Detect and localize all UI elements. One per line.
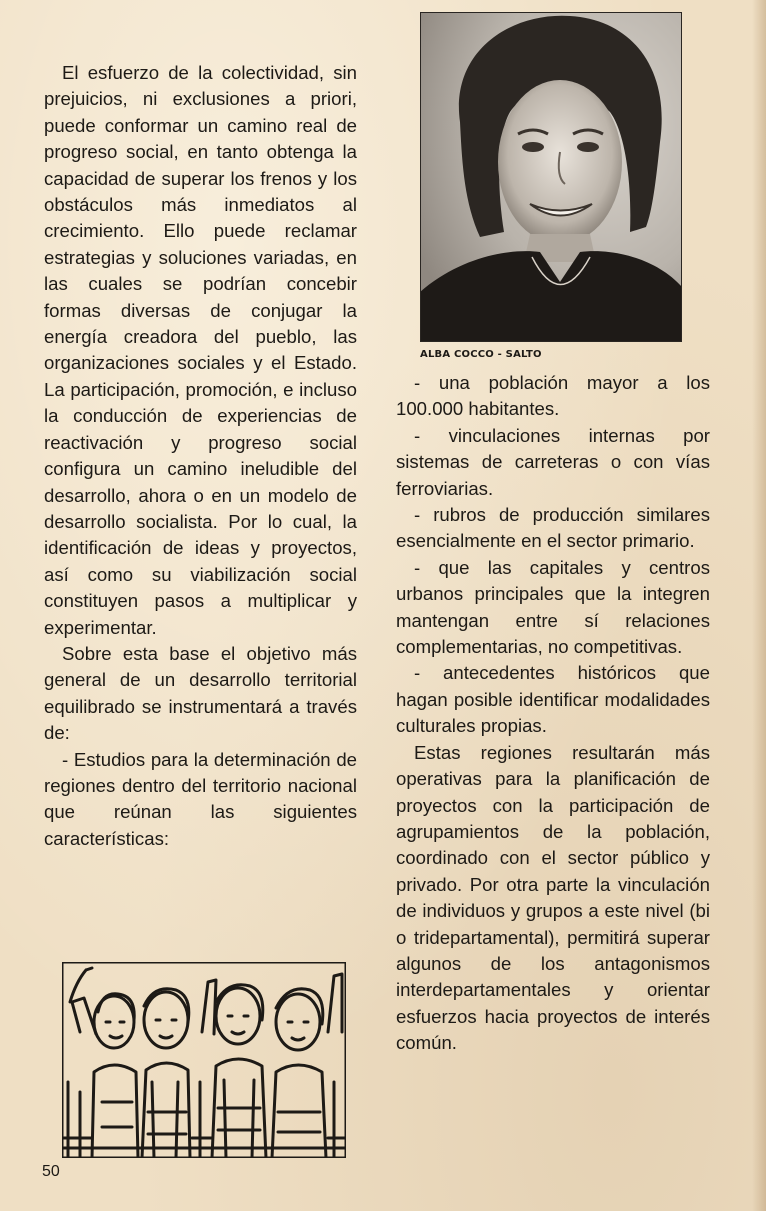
left-text-column <box>44 60 357 852</box>
paragraph: Estas regiones resultarán más operativas para la planificación de proyectos con la participación de agrupamientos de la población, coordinado con el sector público y privado. Por otra parte la vinculación de individuos y grupos a este nivel (bi o tridepartamental), permitirá superar algunos de los antagonismos interdepartamentales y orientar esfuerzos hacia proyectos de interés común. <box>396 741 710 1054</box>
paragraph: - vinculaciones internas por sistemas de carreteras o con vías ferroviarias. <box>396 424 710 499</box>
paragraph: - antecedentes históricos que hagan posible identificar modalidades culturales propias. <box>396 662 710 737</box>
portrait-photo <box>420 12 682 342</box>
page-edge-shadow <box>752 0 766 1211</box>
crowd-drawing <box>62 962 346 1158</box>
photo-caption: ALBA COCCO - SALTO <box>420 349 542 360</box>
crowd-illustration <box>62 962 346 1158</box>
portrait-image <box>420 12 682 342</box>
paragraph: - rubros de producción similares esencialmente en el sector primario. <box>396 504 710 552</box>
paragraph: - Estudios para la determinación de regiones dentro del territorio nacional que reúnan las siguientes características: <box>44 748 357 849</box>
paragraph: El esfuerzo de la colectividad, sin prejuicios, ni exclusiones a priori, puede conformar un camino real de progreso social, en tanto obtenga la capacidad de superar los frenos y los obstáculos más inmediatos al crecimiento. Ello puede reclamar estrategias y soluciones variadas, en las cuales se podrían concebir formas diversas de conjugar la energía creadora del pueblo, las organizaciones sociales y el Estado. La participación, promoción, e incluso la conducción de experiencias de reactivación y progreso social configura un camino ineludible del desarrollo, ahora o en un modelo de desarrollo socialista. Por lo cual, la identificación de ideas y proyectos, así como su viabilización social constituyen pasos a multiplicar y experimentar. <box>44 62 357 638</box>
paragraph: - que las capitales y centros urbanos principales que la integren mantengan entre sí relaciones complementarias, no competitivas. <box>396 556 710 658</box>
paragraph: Sobre esta base el objetivo más general de un desarrollo territorial equilibrado se instrumentará a través de: <box>44 642 357 744</box>
paragraph: - una población mayor a los 100.000 habitantes. <box>396 372 710 420</box>
right-text-column <box>396 370 710 1057</box>
page-number: 50 <box>42 1163 60 1180</box>
